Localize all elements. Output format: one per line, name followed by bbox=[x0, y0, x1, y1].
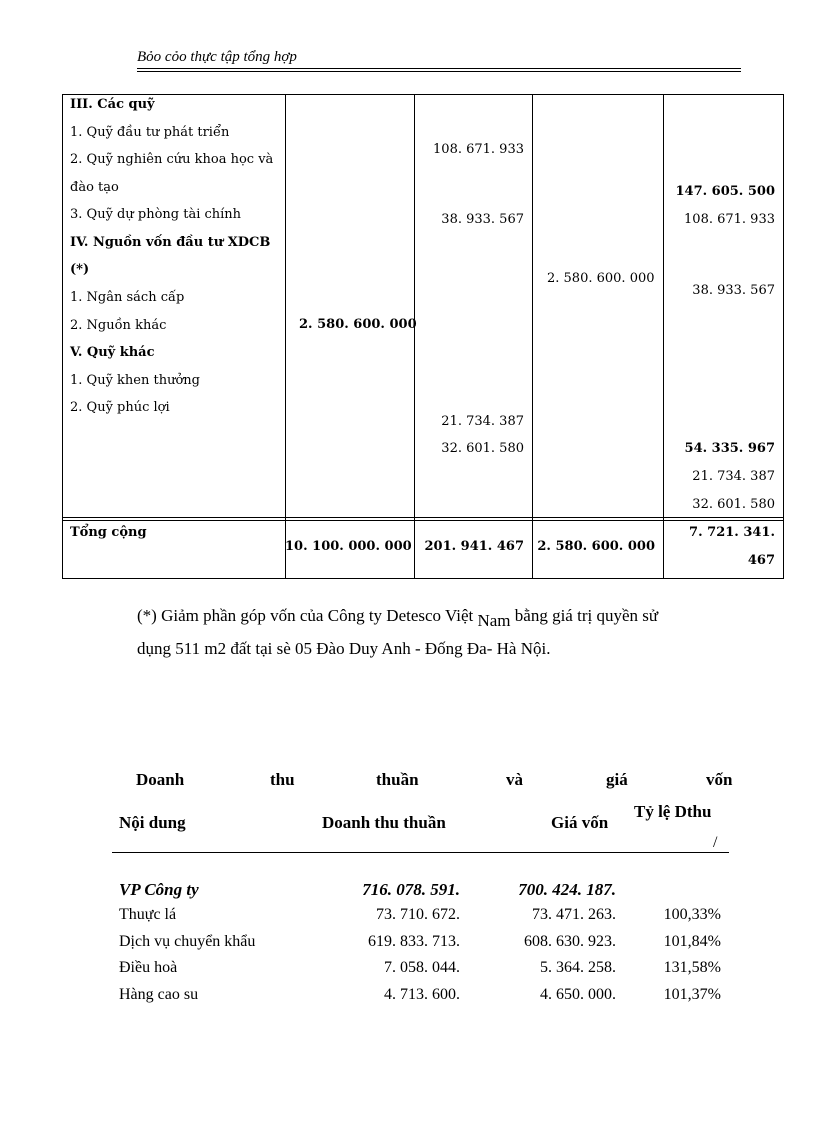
cell-value: 2. 580. 600. 000 bbox=[547, 271, 655, 286]
row-label: 2. Quỹ nghiên cứu khoa học và bbox=[70, 152, 274, 167]
table-row-revenue: 4. 713. 600. bbox=[384, 986, 460, 1003]
header-content: Nội dung bbox=[119, 813, 186, 832]
table-row-cost: 700. 424. 187. bbox=[518, 880, 616, 899]
total-value: 7. 721. 341. bbox=[689, 525, 775, 540]
table-row-revenue: 7. 058. 044. bbox=[384, 959, 460, 976]
total-value: 201. 941. 467 bbox=[424, 539, 524, 554]
cell-value: 108. 671. 933 bbox=[433, 142, 524, 157]
cell-value: 147. 605. 500 bbox=[675, 184, 775, 199]
title-word: thuần bbox=[376, 770, 419, 789]
footnote-line1 bbox=[137, 606, 659, 630]
title-word: giá bbox=[606, 770, 628, 789]
table-row-ratio: 131,58% bbox=[663, 959, 721, 976]
total-label: Tổng cộng bbox=[70, 525, 147, 540]
footnote-text: bằng giá trị quyền sử bbox=[514, 606, 659, 625]
row-label: 2. Nguồn khác bbox=[70, 318, 167, 333]
title-word: và bbox=[506, 770, 523, 789]
title-word: thu bbox=[270, 770, 295, 789]
row-label: 1. Quỹ đầu tư phát triển bbox=[70, 125, 230, 140]
table-row-name: VP Công ty bbox=[119, 880, 199, 899]
footnote-text: (*) Giảm phần góp vốn của Công ty Detesco Việt bbox=[137, 606, 474, 625]
report-header-title: Bỏo cỏo thực tập tổng hợp bbox=[137, 49, 297, 65]
table-row-ratio: 101,84% bbox=[663, 933, 721, 950]
header-revenue: Doanh thu thuần bbox=[322, 813, 446, 832]
row-label: 1. Quỹ khen thưởng bbox=[70, 373, 200, 388]
row-label: 3. Quỹ dự phòng tài chính bbox=[70, 207, 242, 222]
cell-value: 38. 933. 567 bbox=[692, 283, 775, 298]
table-row-ratio: 101,37% bbox=[663, 986, 721, 1003]
header-ratio-suffix: / bbox=[713, 834, 718, 851]
table-row-name: Điều hoà bbox=[119, 959, 178, 976]
cell-value: 54. 335. 967 bbox=[684, 441, 775, 456]
row-label: 2. Quỹ phúc lợi bbox=[70, 400, 170, 415]
row-label: 1. Ngân sách cấp bbox=[70, 290, 185, 305]
row-label: (*) bbox=[70, 262, 90, 277]
header-underline bbox=[137, 68, 741, 69]
total-value: 2. 580. 600. 000 bbox=[537, 539, 655, 554]
title-word: Doanh bbox=[136, 770, 185, 789]
cell-value: 32. 601. 580 bbox=[692, 497, 775, 512]
table-row-revenue: 716. 078. 591. bbox=[362, 880, 460, 899]
table-row-cost: 73. 471. 263. bbox=[532, 906, 616, 923]
table-row-revenue: 619. 833. 713. bbox=[368, 933, 460, 950]
header-cost: Giá vốn bbox=[551, 813, 609, 832]
table-row-name: Thuực lá bbox=[119, 906, 177, 923]
table-row-cost: 5. 364. 258. bbox=[540, 959, 616, 976]
header-underline-double bbox=[137, 71, 741, 72]
total-value: 10. 100. 000. 000 bbox=[285, 539, 412, 554]
footnote-line2: dụng 511 m2 đất tại sè 05 Đào Duy Anh - Đống Đa- Hà Nội. bbox=[137, 639, 551, 658]
cell-value: 21. 734. 387 bbox=[441, 414, 524, 429]
table-row-name: Hàng cao su bbox=[119, 986, 199, 1003]
cell-value: 32. 601. 580 bbox=[441, 441, 524, 456]
footnote-subscript: Nam bbox=[477, 611, 511, 630]
table-row-cost: 4. 650. 000. bbox=[540, 986, 616, 1003]
section-other-funds: V. Quỹ khác bbox=[70, 345, 155, 360]
header-divider bbox=[112, 852, 729, 853]
title-word: vốn bbox=[706, 770, 733, 789]
table-row-cost: 608. 630. 923. bbox=[524, 933, 616, 950]
table-row-ratio: 100,33% bbox=[663, 906, 721, 923]
total-value: 467 bbox=[747, 553, 775, 568]
row-label: đào tạo bbox=[70, 180, 119, 195]
header-ratio: Tỷ lệ Dthu bbox=[634, 802, 712, 821]
cell-value: 108. 671. 933 bbox=[684, 212, 775, 227]
table-row-name: Dịch vụ chuyển khẩu bbox=[119, 933, 256, 950]
section-funds: III. Các quỹ bbox=[70, 97, 155, 112]
cell-value: 21. 734. 387 bbox=[692, 469, 775, 484]
cell-value: 2. 580. 600. 000 bbox=[299, 317, 417, 332]
table-row-revenue: 73. 710. 672. bbox=[376, 906, 460, 923]
section-investment: IV. Nguồn vốn đầu tư XDCB bbox=[70, 235, 271, 250]
cell-value: 38. 933. 567 bbox=[441, 212, 524, 227]
